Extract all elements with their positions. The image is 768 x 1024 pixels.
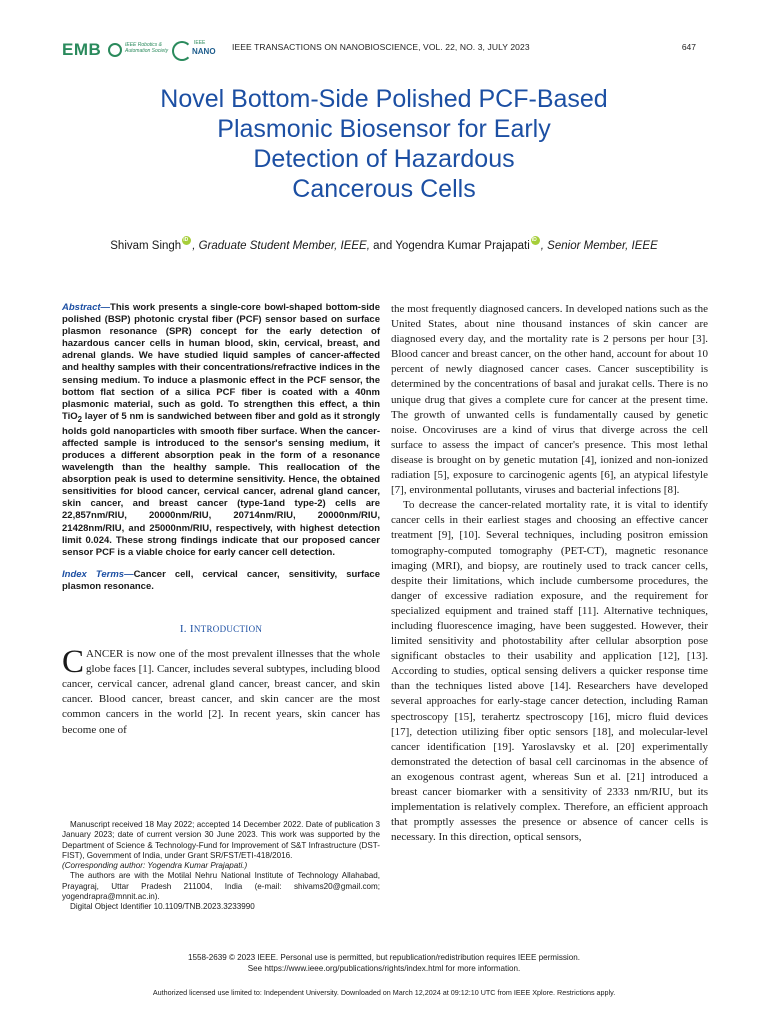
ras-logo (108, 39, 170, 65)
footnote-affiliation: The authors are with the Motilal Nehru National Institute of Technology Allahabad, Prayagraj, Uttar Pradesh 211004, India (e-mail: shivams20@gmail.com; yogendrapra@mnnit.ac.in). (62, 871, 380, 902)
title-line: Plasmonic Biosensor for Early (217, 115, 551, 143)
ras-logo-text: IEEE Robotics & Automation Society (125, 42, 169, 54)
dropcap: C (62, 644, 85, 681)
author-name: Shivam Singh (110, 240, 182, 252)
author-name: Yogendra Kumar Prajapati (395, 240, 530, 252)
title-line: Cancerous Cells (292, 175, 476, 203)
page-header (62, 38, 702, 68)
abstract-label: Abstract (62, 302, 101, 313)
author-role: , Graduate Student Member, IEEE, (192, 240, 370, 252)
author-conjunction: and (369, 240, 396, 252)
nano-logo-mark (172, 41, 192, 61)
index-terms (62, 569, 380, 593)
right-column (391, 302, 708, 845)
title-line: Detection of Hazardous (253, 145, 515, 173)
section-title-first: I (189, 623, 194, 636)
emb-logo: EMB (62, 40, 102, 59)
rights-link[interactable]: See https://www.ieee.org/publications/rights/index.html for more information. (247, 964, 521, 973)
paper-title (80, 84, 688, 204)
abstract-text: layer of 5 nm is sandwiched between fiber and gold as it strongly holds gold nanoparticles with smooth fiber surface. When the cancer-affected sample is introduced to the sensor's sensing medium, it produces a different absorption peak in the form of a resonance wavelength than the healthy sample. This reallocation of the absorption peak is used to determine sensitivity. Hence, the obtained sensitivities for blood cancer, cervical cancer, adrenal gland cancer, skin cancer, and breast cancer (type-1and type-2) cells are 22,857nm/RIU, 20000nm/RIU, 20714nm/RIU, 20000nm/RIU, 21428nm/RIU, and 25000nm/RIU, respectively, with highest detection limit 0.024. These strong findings indicate that our proposed cancer sensor PCF is a viable choice for early cancer cell detection. (62, 410, 380, 558)
copyright-line: 1558-2639 © 2023 IEEE. Personal use is permitted, but republication/redistribution requires IEEE permission. (188, 953, 580, 962)
author-list (30, 236, 738, 252)
abstract (62, 302, 380, 559)
authorized-use-note: Authorized licensed use limited to: Independent University. Downloaded on March 12,2024 at 09:12:10 UTC from IEEE Xplore. Restrictions apply. (152, 988, 616, 997)
footnote-manuscript: Manuscript received 18 May 2022; accepted 14 December 2022. Date of publication 3 January 2023; date of current version 30 June 2023. This work was supported by the Department of Science & Technology-Fund for Improvement of S&T Infrastructure (DST-FIST), Government of India, under Grant SR/FST/ETI-418/2016. (Corresponding author: Yogendra Kumar Prajapati.) (62, 820, 380, 871)
index-terms-dash: — (124, 568, 134, 580)
footnote-corresponding: (Corresponding author: Yogendra Kumar Prajapati.) (62, 861, 248, 871)
footnote-doi: Digital Object Identifier 10.1109/TNB.2023.3233990 (70, 902, 255, 912)
journal-name: IEEE TRANSACTIONS ON NANOBIOSCIENCE, VOL. 22, NO. 3, JULY 2023 (232, 42, 530, 52)
nano-logo-top: IEEE (194, 40, 206, 46)
left-column (62, 302, 380, 738)
body-paragraph: To decrease the cancer-related mortality rate, it is vital to identify cancer cells in their earliest stages and choosing an effective cancer treatment [9], [10]. Several techniques, including positron emission tomography-computed tomography (PET-CT), magnetic resonance imaging (MRI), and biopsy, are routinely used to track cancer cells, despite their limitations, which include cumbersome procedures, the danger of excessive radiation exposure, and the requirement for specialized equipment and trained staff [11]. Alternative techniques, including fluorescence imaging, have been suggested. However, their limited sensitivity and photostability after cellular absorption pose significant obstacles to their usability and application [12], [13]. According to studies, optical sensing delivers a quicker response time than the techniques listed above [14]. Researchers have developed several approaches for early-stage cancer detection, including Raman spectroscopy [15], terahertz spectroscopy [16], micro fluid devices [17], detection utilizing fiber optic sensors [18], and molecular-level cancer identification [19]. Yaroslavsky et al. [20] experimentally demonstrated the detection of basal cell carcinomas in the absence of an exogenous contrast agent, whereas Sun et al. [21] introduced a breast cancer biomarker with a sensitivity of 2333 nm/RIU, but its implementation is relatively complex. Therefore, an efficient approach that promptly assesses the presence or absence of cancer cells is necessary. In this direction, optical sensors, (391, 499, 708, 844)
section-title-rest: NTRODUCTION (193, 624, 263, 635)
index-terms-label: Index Terms (62, 568, 125, 580)
index-terms-text: Cancer cell, cervical cancer, sensitivity, surface plasmon resonance. (62, 568, 380, 592)
page-number: 647 (681, 42, 696, 52)
abstract-dash: — (100, 302, 111, 313)
title-line: Novel Bottom-Side Polished PCF-Based (160, 85, 608, 113)
nano-logo-text: NANO (192, 47, 216, 56)
section-number: I. (179, 623, 187, 636)
section-heading (62, 623, 380, 635)
author-role: , Senior Member, IEEE (540, 240, 658, 252)
footnotes (62, 820, 380, 913)
abstract-text: This work presents a single-core bowl-shaped bottom-side polished (BSP) photonic crystal fiber (PCF) sensor based on surface plasmon resonance (SPR) concept for the early detection of hazardous cancer cells in human blood, skin, cervical, breast, and adrenal glands. We have studied liquid samples of cancer-affected and healthy samples with their concentrations/refractive indices in the sensing medium. To induce a plasmonic effect in the PCF sensor, the bottom flat section of a silica PCF fiber is coated with a 40nm plasmonic material, such as gold. To strengthen this effect, a thin TiO (62, 302, 380, 422)
intro-paragraph (62, 644, 380, 738)
orcid-icon[interactable] (182, 236, 191, 245)
copyright-note (0, 952, 768, 974)
orcid-icon[interactable] (531, 236, 540, 245)
intro-text: ANCER is now one of the most prevalent illnesses that the whole globe faces [1]. Cancer, includes several subtypes, including blood cancer, cervical cancer, adrenal gland cancer, breast cancer, and skin cancer. Blood cancer, breast cancer, and skin cancer are the most common cancers in the world [2]. In recent years, skin cancer has become one of (62, 648, 380, 736)
body-paragraph: the most frequently diagnosed cancers. In developed nations such as the United States, about nine thousand instances of skin cancer are diagnosed every day, and the mortality rate is 2 persons per hour [3]. Blood cancer and breast cancer, on the other hand, account for about 10 percent of newly diagnosed cancer cases. Cancer susceptibility is determined by the concentrations of basal and jurakat cells. There is no unique drug that gives a complete cure for cancer at the present time. The growth of unwanted cells is fundamentally caused by genetic noise. Oncoviruses are a kind of virus that diverge across the cell surface to assess the impact of cancer's presence. This most lethal disease is brought on by genetic mutation [4], ionized and non-ionized radiation [5], exposure to carcinogenic agents [6], an atypical lifestyle [7], environmental pollutants, viruses and bacterial infections [8]. (391, 303, 708, 497)
ras-logo-mark (108, 43, 122, 57)
abstract-subscript: 2 (77, 414, 83, 424)
nano-logo (172, 38, 222, 66)
